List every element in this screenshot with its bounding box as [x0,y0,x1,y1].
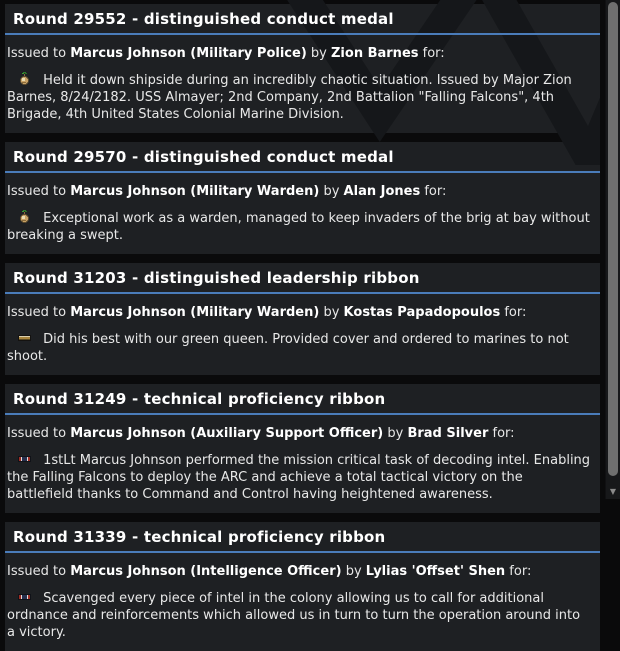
issued-line [7,183,592,200]
award-entry [5,4,600,133]
recipient-name: Marcus Johnson (Intelligence Officer) [70,564,342,579]
award-body [5,173,600,254]
issued-to-label: Issued to [7,564,67,579]
citation-line [7,590,592,641]
issued-line [7,563,592,580]
conduct-medal-icon [18,210,31,224]
award-body [5,553,600,651]
citation-line [7,72,592,123]
for-label: for: [509,564,532,579]
for-label: for: [422,46,445,61]
by-label: by [345,564,362,579]
issued-to-label: Issued to [7,184,67,199]
issuer-name: Alan Jones [343,184,421,199]
award-body [5,35,600,133]
leadership-ribbon-icon [18,335,31,341]
recipient-name: Marcus Johnson (Auxiliary Support Officer) [70,426,384,441]
vertical-scrollbar[interactable] [605,0,620,499]
conduct-medal-icon [18,72,31,86]
award-body [5,294,600,375]
award-entry [5,263,600,375]
by-label: by [323,305,340,320]
issuer-name: Zion Barnes [331,46,419,61]
award-round-title: Round 29552 - distinguished conduct medal [5,4,600,35]
issued-to-label: Issued to [7,426,67,441]
scrollbar-down-arrow-icon[interactable]: ▼ [609,487,617,496]
by-label: by [310,46,327,61]
award-body [5,415,600,513]
citation-line [7,331,592,365]
issuer-name: Brad Silver [407,426,489,441]
citation-text: 1stLt Marcus Johnson performed the mission critical task of decoding intel. Enabling the Falling Falcons to deploy the ARC and achieve a total tactical victory on the battlefield thanks to Command and Control having heightened awareness. [7,453,591,502]
issued-line [7,45,592,62]
citation-text: Held it down shipside during an incredibly chaotic situation. Issued by Major Zion Barnes, 8/24/2182. USS Almayer; 2nd Company, 2nd Battalion "Falling Falcons", 4th Brigade, 4th United States Colonial Marine Division. [7,73,572,122]
citation-text: Scavenged every piece of intel in the colony allowing us to call for additional ordnance and reinforcements which allowed us in turn to turn the operation around into a victory. [7,591,581,640]
for-label: for: [424,184,447,199]
for-label: for: [492,426,515,441]
award-round-title: Round 31203 - distinguished leadership ribbon [5,263,600,294]
issued-to-label: Issued to [7,305,67,320]
citation-line [7,452,592,503]
recipient-name: Marcus Johnson (Military Police) [70,46,307,61]
issued-line [7,425,592,442]
issuer-name: Lylias 'Offset' Shen [365,564,506,579]
technical-ribbon-icon [18,456,31,462]
award-round-title: Round 29570 - distinguished conduct medal [5,142,600,173]
issuer-name: Kostas Papadopoulos [343,305,501,320]
by-label: by [323,184,340,199]
technical-ribbon-icon [18,594,31,600]
recipient-name: Marcus Johnson (Military Warden) [70,184,320,199]
citation-text: Did his best with our green queen. Provided cover and ordered to marines to not shoot. [7,332,569,364]
issued-line [7,304,592,321]
award-entry [5,142,600,254]
award-entry [5,522,600,651]
citation-line [7,210,592,244]
issued-to-label: Issued to [7,46,67,61]
award-entry [5,384,600,513]
award-round-title: Round 31249 - technical proficiency ribbon [5,384,600,415]
by-label: by [387,426,404,441]
scrollbar-thumb[interactable] [608,2,618,476]
recipient-name: Marcus Johnson (Military Warden) [70,305,320,320]
award-round-title: Round 31339 - technical proficiency ribbon [5,522,600,553]
citation-text: Exceptional work as a warden, managed to keep invaders of the brig at bay without breaking a swept. [7,211,590,243]
for-label: for: [504,305,527,320]
